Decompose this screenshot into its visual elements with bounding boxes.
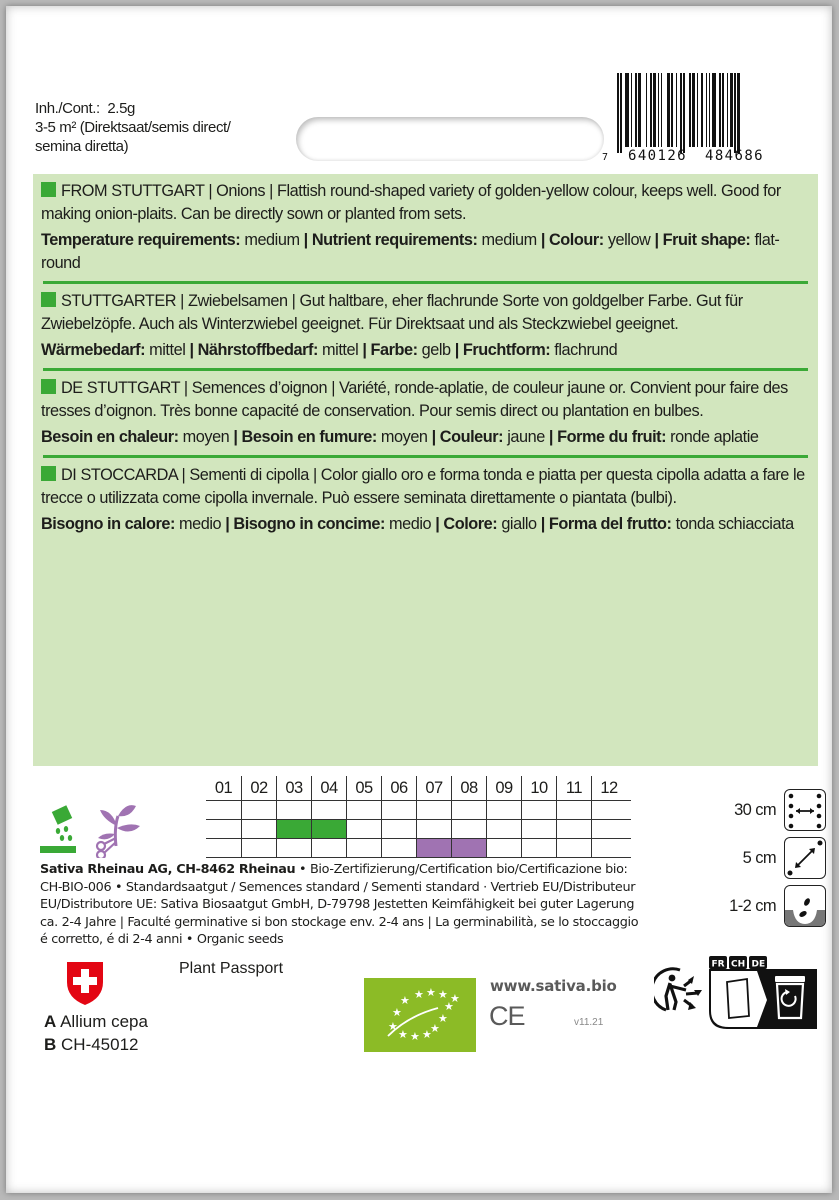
calendar-cell — [241, 820, 276, 838]
sowing-calendar — [206, 776, 631, 800]
svg-text:★: ★ — [438, 988, 448, 1001]
property-label: Couleur: — [439, 428, 504, 446]
company-name: Sativa Rheinau AG, CH-8462 Rheinau — [40, 862, 296, 877]
property-value: medium — [481, 231, 537, 249]
calendar-cell — [416, 839, 451, 857]
variety-properties: Besoin en chaleur: moyen | Besoin en fumure: moyen | Couleur: jaune | Forme du fruit: ronde aplatie — [41, 428, 759, 446]
variety-properties: Bisogno in calore: medio | Bisogno in concime: medio | Colore: giallo | Forma del frutto: tonda schiacciata — [41, 515, 794, 533]
calendar-cell — [206, 801, 241, 819]
version-label: v11.21 — [574, 1017, 604, 1028]
calendar-row-row-1 — [206, 800, 631, 819]
svg-text:★: ★ — [414, 988, 424, 1001]
plant-passport-title: Plant Passport — [179, 960, 284, 977]
month-04: 04 — [311, 776, 346, 800]
calendar-months — [206, 776, 631, 800]
property-label: Wärmebedarf: — [41, 341, 146, 359]
property-value: mittel — [149, 341, 186, 359]
description-text — [41, 290, 810, 336]
variety-description: | Zwiebelsamen | Gut haltbare, eher flachrunde Sorte von goldgelber Farbe. Gut für Zwiebelzöpfe. Auch als Winterzwiebel geeignet. Für Direktsaat und als Steckzwiebel geeignet. — [41, 292, 743, 333]
calendar-cell — [416, 820, 451, 838]
svg-text:★: ★ — [398, 1028, 408, 1041]
calendar-cell — [381, 801, 416, 819]
sowing-icon — [40, 805, 76, 853]
plant-spacing-icon — [784, 837, 826, 879]
language-marker-icon — [41, 466, 56, 481]
property-label: Temperature requirements: — [41, 231, 241, 249]
calendar-cell — [556, 839, 591, 857]
month-06: 06 — [381, 776, 416, 800]
recycle-info-icon — [709, 956, 819, 1036]
calendar-row-sowing — [206, 819, 631, 838]
description-text — [41, 180, 810, 226]
seed-packet-back — [6, 6, 832, 1193]
property-value: jaune — [507, 428, 545, 446]
row-spacing-value: 30 cm — [734, 800, 776, 819]
calendar-cell — [276, 801, 311, 819]
variety-title: FROM STUTTGART — [61, 182, 205, 200]
property-label: Colore: — [443, 515, 498, 533]
variety-description: | Onions | Flattish round-shaped variety of golden-yellow colour, keeps well. Good for making onion-plaits. Can be directly sown or planted from sets. — [41, 182, 781, 223]
calendar-cell — [346, 801, 381, 819]
property-value: medio — [179, 515, 222, 533]
svg-text:★: ★ — [410, 1030, 420, 1043]
sowing-depth-value: 1-2 cm — [729, 896, 776, 915]
description-text — [41, 464, 810, 510]
svg-text:★: ★ — [400, 994, 410, 1007]
month-01: 01 — [214, 779, 233, 797]
plant-passport-a: A Allium cepa — [44, 1012, 148, 1031]
svg-text:★: ★ — [430, 1022, 440, 1035]
property-label: Fruit shape: — [662, 231, 751, 249]
property-value: moyen — [380, 428, 428, 446]
calendar-legend-icons — [38, 798, 148, 863]
swiss-shield-icon — [65, 960, 105, 1007]
variety-properties: Wärmebedarf: mittel | Nährstoffbedarf: mittel | Farbe: gelb | Fruchtform: flachrund — [41, 341, 618, 359]
variety-description: | Sementi di cipolla | Color giallo oro e forma tonda e piatta per questa cipolla adatta a fare le trecce o utilizzata come cipolla invernale. Può essere seminata direttamente o piantata (bulbi). — [41, 466, 805, 507]
content-value: 2.5g — [107, 100, 135, 117]
variety-title: DI STOCCARDA — [61, 466, 178, 484]
calendar-cell — [591, 839, 626, 857]
month-07: 07 — [416, 776, 451, 800]
description-de — [33, 284, 818, 371]
month-10: 10 — [521, 776, 556, 800]
website-link[interactable]: www.sativa.bio — [490, 977, 617, 995]
property-label: Colour: — [549, 231, 604, 249]
calendar-cell — [276, 839, 311, 857]
area-line-2: semina diretta) — [35, 138, 129, 155]
calendar-cell — [276, 820, 311, 838]
plant-spacing-value: 5 cm — [742, 848, 776, 867]
ce-mark: CE — [489, 1001, 525, 1031]
barcode-bars — [617, 73, 782, 151]
calendar-cell — [451, 839, 486, 857]
triman-recycling-icon — [654, 966, 704, 1021]
svg-text:CH: CH — [731, 959, 746, 970]
barcode-group-1: 640126 — [628, 148, 687, 164]
area-line-1: 3-5 m² (Direktsaat/semis direct/ — [35, 119, 231, 136]
property-label: Forma del frutto: — [548, 515, 672, 533]
row-spacing — [696, 788, 826, 832]
row-spacing-icon — [784, 789, 826, 831]
barcode-first-digit: 7 — [602, 152, 610, 163]
property-value: moyen — [182, 428, 230, 446]
content-label: Inh./Cont.: — [35, 100, 100, 117]
property-value: mittel — [322, 341, 359, 359]
legal-text — [40, 861, 640, 949]
calendar-cell — [381, 839, 416, 857]
plant-passport-b: B CH-45012 — [44, 1035, 139, 1054]
property-value: gelb — [421, 341, 451, 359]
calendar-grid — [206, 800, 631, 857]
calendar-cell — [486, 801, 521, 819]
description-fr — [33, 371, 818, 458]
eu-organic-logo-icon — [364, 978, 476, 1052]
property-label: Forme du fruit: — [557, 428, 667, 446]
property-value: flachrund — [554, 341, 618, 359]
calendar-cell — [451, 820, 486, 838]
calendar-cell — [311, 839, 346, 857]
calendar-cell — [521, 839, 556, 857]
month-09: 09 — [486, 776, 521, 800]
language-marker-icon — [41, 292, 56, 307]
svg-text:★: ★ — [422, 1028, 432, 1041]
calendar-cell — [486, 820, 521, 838]
svg-text:★: ★ — [444, 1000, 454, 1013]
property-label: Nutrient requirements: — [311, 231, 478, 249]
variety-title: STUTTGARTER — [61, 292, 177, 310]
calendar-cell — [591, 801, 626, 819]
property-label: Bisogno in calore: — [41, 515, 175, 533]
month-05: 05 — [346, 776, 381, 800]
property-value: medio — [389, 515, 432, 533]
sowing-depth-icon — [784, 885, 826, 927]
harvest-icon — [97, 805, 140, 858]
language-marker-icon — [41, 182, 56, 197]
calendar-cell — [311, 820, 346, 838]
month-08: 08 — [451, 776, 486, 800]
calendar-row-harvest — [206, 838, 631, 857]
property-label: Fruchtform: — [462, 341, 551, 359]
description-en — [33, 174, 818, 284]
variety-title: DE STUTTGART — [61, 379, 180, 397]
property-label: Bisogno in concime: — [233, 515, 385, 533]
language-blocks — [33, 174, 818, 536]
calendar-bottom-line — [206, 857, 631, 858]
calendar-cell — [591, 820, 626, 838]
svg-text:DE: DE — [751, 959, 766, 970]
svg-text:★: ★ — [392, 1006, 402, 1019]
sowing-depth — [696, 884, 826, 928]
calendar-cell — [241, 839, 276, 857]
legal-body: • Bio-Zertifizierung/Certification bio/Certificazione bio: CH-BIO-006 • Standardsaatgut / Semences standard / Sementi standard · Vertrieb EU/Distributeur EU/Distributore UE: Sativa Biosaatgut GmbH, D-79798 Jestetten Keimfähigkeit bei guter Lagerung ca. 2-4 Jahre | Faculté germinative si bon stockage env. 2-4 ans | La germinabilità, se lo stoccaggio é corretto, é di 2-4 anni • Organic seeds — [40, 862, 639, 947]
property-value: yellow — [607, 231, 651, 249]
property-label: Nährstoffbedarf: — [197, 341, 318, 359]
language-marker-icon — [41, 379, 56, 394]
calendar-cell — [416, 801, 451, 819]
variety-properties: Temperature requirements: medium | Nutrient requirements: medium | Colour: yellow | Fruit shape: flat-round — [41, 231, 780, 272]
month-03: 03 — [276, 776, 311, 800]
calendar-cell — [451, 801, 486, 819]
description-it — [33, 458, 818, 536]
property-value: flat-round — [41, 231, 780, 272]
calendar-cell — [521, 801, 556, 819]
svg-text:★: ★ — [450, 992, 460, 1005]
calendar-cell — [381, 820, 416, 838]
calendar-cell — [346, 839, 381, 857]
plant-passport — [43, 958, 343, 1068]
calendar-cell — [486, 839, 521, 857]
calendar-cell — [206, 839, 241, 857]
property-value: tonda schiacciata — [675, 515, 794, 533]
description-panel — [33, 174, 818, 766]
property-value: medium — [244, 231, 300, 249]
calendar-cell — [346, 820, 381, 838]
month-12: 12 — [591, 776, 626, 800]
barcode-group-2: 484686 — [705, 148, 764, 164]
property-value: ronde aplatie — [670, 428, 759, 446]
calendar-cell — [241, 801, 276, 819]
property-value: giallo — [501, 515, 537, 533]
svg-text:★: ★ — [388, 1020, 398, 1033]
barcode — [602, 70, 802, 165]
calendar-cell — [206, 820, 241, 838]
content-info — [35, 99, 231, 156]
description-text — [41, 377, 810, 423]
calendar-cell — [556, 820, 591, 838]
hang-slot — [296, 117, 604, 161]
svg-text:FR: FR — [711, 959, 725, 970]
svg-text:★: ★ — [426, 986, 436, 999]
svg-text:★: ★ — [438, 1012, 448, 1025]
property-label: Besoin en chaleur: — [41, 428, 179, 446]
spacing-info — [696, 788, 826, 932]
property-label: Farbe: — [370, 341, 418, 359]
month-11: 11 — [556, 776, 591, 800]
month-02: 02 — [241, 776, 276, 800]
plant-spacing — [696, 836, 826, 880]
calendar-cell — [556, 801, 591, 819]
variety-description: | Semences d’oignon | Variété, ronde-aplatie, de couleur jaune or. Convient pour faire des tresses d’oignon. Très bonne capacité de conservation. Pour semis direct ou plantation en bulbes. — [41, 379, 788, 420]
calendar-cell — [521, 820, 556, 838]
calendar-cell — [311, 801, 346, 819]
property-label: Besoin en fumure: — [241, 428, 377, 446]
